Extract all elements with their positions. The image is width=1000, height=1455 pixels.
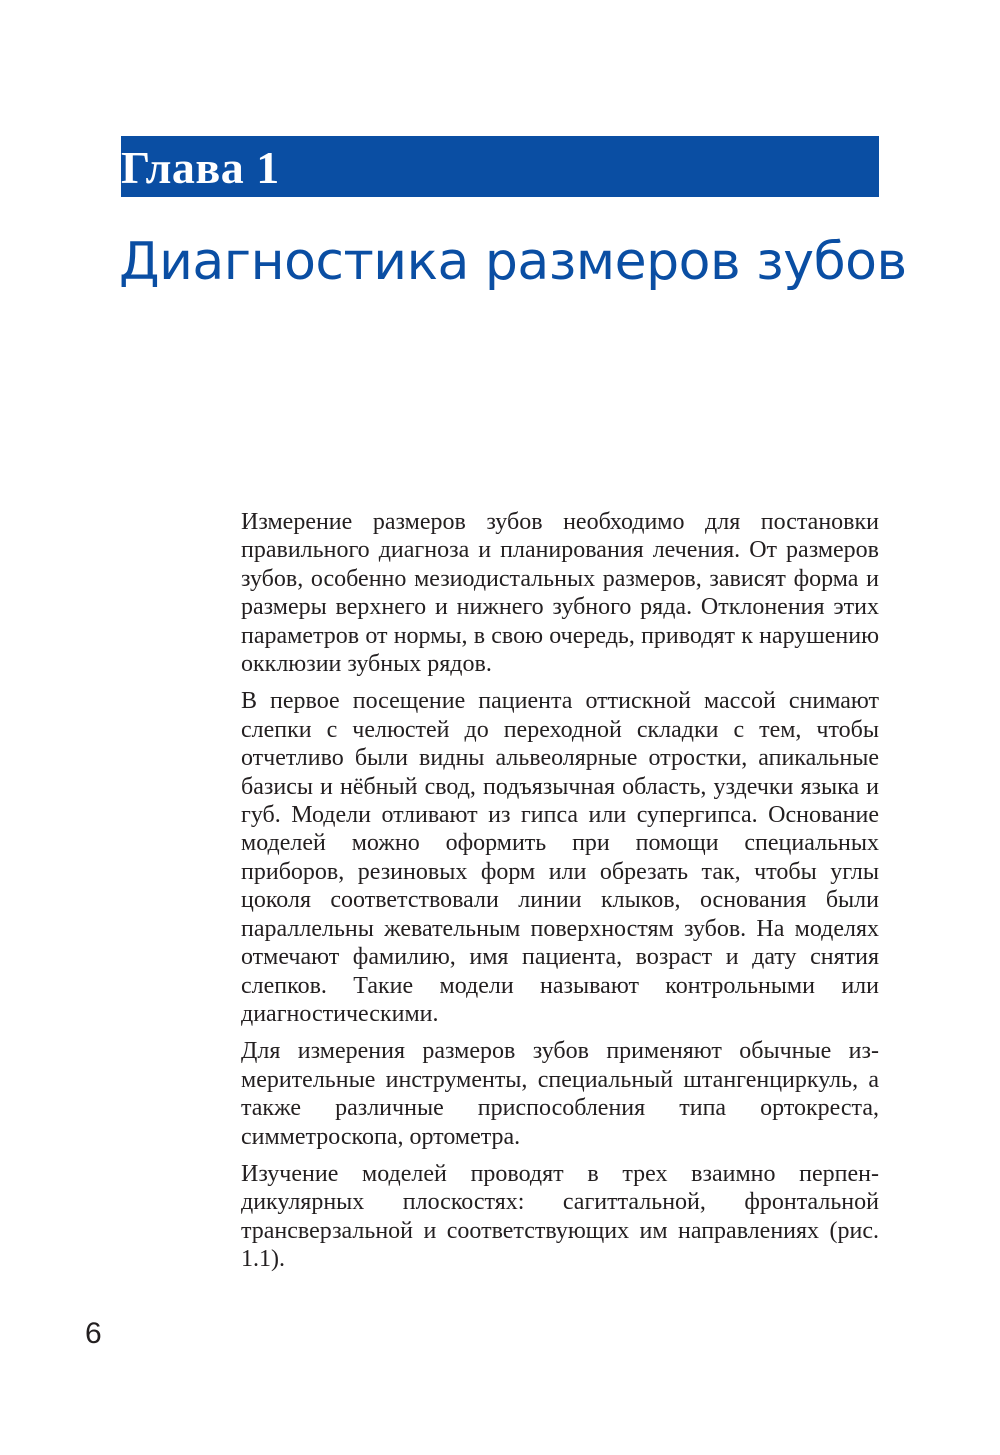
paragraph: В первое посещение пациента оттискной массой снимают слепки с челюстей до переходной складки с тем, чтобы отчетливо были видны альвеолярные отростки, апикальные базисы и нёбный свод, подъязычная область, уздечки языка и губ. Модели отливают из гипса или супергипса. Основание моделей можно оформить при помощи специальных приборов, резиновых форм или обрезать так, чтобы углы цоколя соответствовали линии клыков, основания были параллельны жевательным поверхностям зубов. На моделях отмечают фамилию, имя пациента, возраст и дату снятия слепков. Такие модели называют контрольными или диагностическими. bbox=[241, 688, 879, 1027]
paragraph: Изучение моделей проводят в трех взаимно перпендикулярных плоскостях: сагиттальной, фронтальной трансверзальной и соответствующих им направлениях (рис. 1.1). bbox=[241, 1160, 879, 1273]
paragraph: Измерение размеров зубов необходимо для постановки правильного диагноза и планирования лечения. От размеров зубов, особенно мезиодистальных размеров, зависят форма и размеры верхнего и нижнего зубного ряда. Отклонения этих параметров от нормы, в свою очередь, приводят к нарушению окклюзии зубных рядов. bbox=[241, 509, 879, 678]
chapter-label: Глава 1 bbox=[121, 142, 280, 193]
paragraph: Для измерения размеров зубов применяют обычные измерительные инструменты, специальный штангенциркуль, а также различные приспособления типа ортокреста, симметроскопа, ортометра. bbox=[241, 1038, 879, 1150]
page-number: 6 bbox=[85, 1317, 102, 1350]
chapter-title: Диагностика размеров зубов bbox=[119, 232, 907, 292]
chapter-header-bar bbox=[121, 136, 879, 197]
body-text bbox=[241, 508, 879, 1283]
